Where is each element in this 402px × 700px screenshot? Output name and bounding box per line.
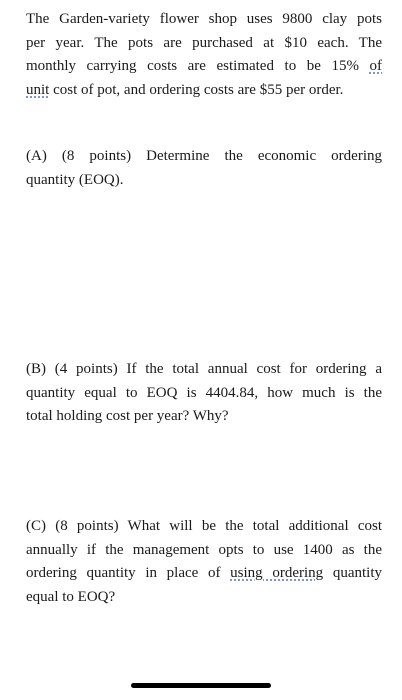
home-indicator[interactable] bbox=[131, 683, 271, 688]
question-b bbox=[26, 358, 382, 429]
text-line: annually if the management opts to use 1400 as the bbox=[26, 541, 382, 558]
underlined-phrase: using ordering bbox=[230, 565, 324, 581]
text-line bbox=[26, 79, 382, 103]
text-line: (C) (8 points) What will be the total additional cost bbox=[26, 518, 382, 534]
text-segment: quantity bbox=[323, 565, 382, 581]
underlined-word: of bbox=[369, 58, 382, 74]
text-line: per year. The pots are purchased at $10 each. The bbox=[26, 34, 382, 51]
text-line: (B) (4 points) If the total annual cost for ordering a bbox=[26, 361, 382, 377]
text-segment: cost of pot, and ordering costs are $55 per order. bbox=[49, 81, 344, 98]
question-a bbox=[26, 145, 382, 192]
problem-statement bbox=[26, 8, 382, 102]
text-line: (A) (8 points) Determine the economic ordering bbox=[26, 148, 382, 164]
text-line: total holding cost per year? Why? bbox=[26, 408, 229, 424]
text-line: quantity (EOQ). bbox=[26, 171, 124, 188]
text-line: quantity equal to EOQ is 4404.84, how much is the bbox=[26, 384, 382, 401]
text-line bbox=[26, 562, 382, 586]
text-segment: ordering quantity in place of bbox=[26, 565, 231, 581]
underlined-word: unit bbox=[26, 81, 50, 98]
text-line bbox=[26, 55, 382, 79]
text-segment: monthly carrying costs are estimated to be 15% bbox=[26, 58, 370, 74]
question-c bbox=[26, 515, 382, 609]
text-line: The Garden-variety flower shop uses 9800 clay pots bbox=[26, 11, 382, 27]
text-line: equal to EOQ? bbox=[26, 588, 116, 605]
